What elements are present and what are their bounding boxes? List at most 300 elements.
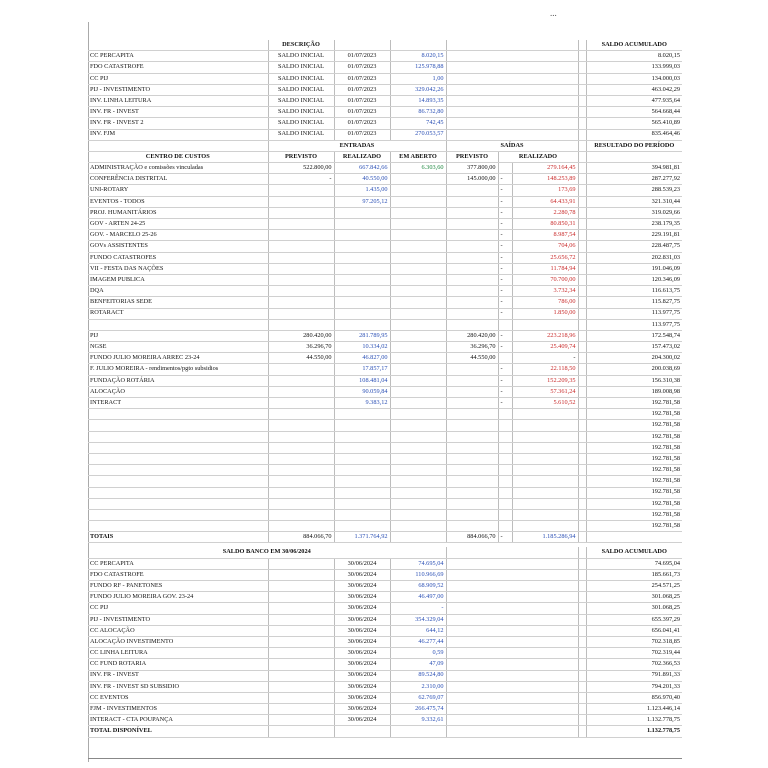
bank-date-cell: 30/06/2024 bbox=[334, 581, 390, 592]
resultado-cell: 321.310,44 bbox=[586, 196, 682, 207]
entradas-realizado-cell: 108.481,04 bbox=[334, 375, 390, 386]
saidas-realizado-cell bbox=[512, 319, 578, 330]
blank-cell bbox=[578, 51, 586, 62]
resultado-cell: 156.310,38 bbox=[586, 375, 682, 386]
blank-cell bbox=[578, 547, 586, 558]
cost-center-row bbox=[88, 230, 682, 241]
entradas-realizado-cell: 9.383,12 bbox=[334, 398, 390, 409]
saidas-previsto-cell: 377.800,00 bbox=[446, 163, 498, 174]
blank-cell bbox=[446, 51, 578, 62]
blank-cell bbox=[446, 726, 578, 737]
blank-cell bbox=[578, 648, 586, 659]
resultado-cell: 157.473,02 bbox=[586, 342, 682, 353]
resultado-cell: 192.781,58 bbox=[586, 420, 682, 431]
blank-cell bbox=[578, 252, 586, 263]
blank-cell bbox=[88, 487, 268, 498]
blank-cell bbox=[578, 73, 586, 84]
em-aberto-cell bbox=[390, 308, 446, 319]
saidas-dash-cell: - bbox=[498, 330, 512, 341]
bank-date-cell: 30/06/2024 bbox=[334, 681, 390, 692]
blank-cell bbox=[498, 509, 512, 520]
entradas-previsto-cell: 522.800,00 bbox=[268, 163, 334, 174]
em-aberto-cell bbox=[390, 252, 446, 263]
cost-center-row bbox=[88, 297, 682, 308]
saidas-realizado-cell: 64.433,91 bbox=[512, 196, 578, 207]
bank-account-name: FUNDO JULIO MOREIRA GOV. 23-24 bbox=[88, 592, 268, 603]
blank-cell bbox=[578, 263, 586, 274]
blank-cell bbox=[268, 715, 334, 726]
saidas-realizado-cell: 152.209,35 bbox=[512, 375, 578, 386]
cropped-header-text: ... bbox=[550, 8, 557, 18]
blank-cell bbox=[446, 581, 578, 592]
saidas-dash-cell: - bbox=[498, 375, 512, 386]
initial-balance-row bbox=[88, 73, 682, 84]
blank-cell bbox=[268, 625, 334, 636]
resultado-cell: 192.781,58 bbox=[586, 453, 682, 464]
resultado-cell: 192.781,58 bbox=[586, 476, 682, 487]
entradas-previsto-cell bbox=[268, 274, 334, 285]
bank-balance-row bbox=[88, 681, 682, 692]
bank-value-cell: 47,09 bbox=[390, 659, 446, 670]
saidas-previsto-header: PREVISTO bbox=[446, 151, 498, 162]
blank-cell bbox=[268, 636, 334, 647]
resultado-cell: 192.781,58 bbox=[586, 487, 682, 498]
blank-cell bbox=[578, 704, 586, 715]
blank-cell bbox=[498, 521, 512, 532]
bank-balance-row bbox=[88, 603, 682, 614]
bank-value-cell: 644,12 bbox=[390, 625, 446, 636]
bank-account-name: ALOCAÇÃO INVESTIMENTO bbox=[88, 636, 268, 647]
empty-cost-center-row bbox=[88, 409, 682, 420]
em-aberto-cell bbox=[390, 353, 446, 364]
saidas-realizado-cell: 5.610,52 bbox=[512, 398, 578, 409]
blank-cell bbox=[578, 442, 586, 453]
bank-account-name: FDO CATASTROFE bbox=[88, 569, 268, 580]
account-name: FDO CATASTROFE bbox=[88, 62, 268, 73]
blank-cell bbox=[268, 509, 334, 520]
blank-cell bbox=[334, 726, 390, 737]
entradas-previsto-cell bbox=[268, 252, 334, 263]
saldo-acumulado-header: SALDO ACUMULADO bbox=[586, 40, 682, 51]
em-aberto-cell bbox=[390, 263, 446, 274]
description-cell: SALDO INICIAL bbox=[268, 129, 334, 140]
bank-balance-row bbox=[88, 625, 682, 636]
description-cell: SALDO INICIAL bbox=[268, 62, 334, 73]
blank-cell bbox=[578, 386, 586, 397]
saidas-dash-cell bbox=[498, 353, 512, 364]
em-aberto-cell bbox=[390, 174, 446, 185]
initial-balance-row bbox=[88, 95, 682, 106]
bank-account-name: CC PIJ bbox=[88, 603, 268, 614]
cost-center-name: FUNDO JULIO MOREIRA ARREC 23-24 bbox=[88, 353, 268, 364]
cost-center-row bbox=[88, 308, 682, 319]
bank-date-cell: 30/06/2024 bbox=[334, 603, 390, 614]
blank-cell bbox=[578, 207, 586, 218]
blank-cell bbox=[268, 431, 334, 442]
blank-cell bbox=[446, 509, 498, 520]
bank-balance-row bbox=[88, 569, 682, 580]
saidas-dash-cell: - bbox=[498, 219, 512, 230]
movement-header-row-1 bbox=[88, 140, 682, 151]
blank-cell bbox=[578, 375, 586, 386]
blank-cell bbox=[578, 532, 586, 543]
entradas-realizado-cell: 17.857,17 bbox=[334, 364, 390, 375]
resultado-cell: 238.179,35 bbox=[586, 219, 682, 230]
blank-cell bbox=[446, 636, 578, 647]
initial-balance-row bbox=[88, 129, 682, 140]
resultado-header: RESULTADO DO PERÍODO bbox=[586, 140, 682, 151]
entradas-previsto-cell bbox=[268, 263, 334, 274]
saidas-realizado-cell: 57.361,24 bbox=[512, 386, 578, 397]
entradas-realizado-header: REALIZADO bbox=[334, 151, 390, 162]
date-cell: 01/07/2023 bbox=[334, 84, 390, 95]
cost-center-name: BENFEITORIAS SEDE bbox=[88, 297, 268, 308]
account-name: INV. FR - INVEST 2 bbox=[88, 118, 268, 129]
blank-cell bbox=[334, 509, 390, 520]
blank-cell bbox=[578, 40, 586, 51]
cost-center-name: FUNDAÇÃO ROTÁRIA bbox=[88, 375, 268, 386]
blank-cell bbox=[578, 140, 586, 151]
bank-value-cell: 46.277,44 bbox=[390, 636, 446, 647]
bank-date-cell: 30/06/2024 bbox=[334, 715, 390, 726]
blank-cell bbox=[446, 40, 578, 51]
saidas-header: SAÍDAS bbox=[446, 140, 578, 151]
bank-date-cell: 30/06/2024 bbox=[334, 569, 390, 580]
value-cell: 125.978,88 bbox=[390, 62, 446, 73]
entradas-previsto-cell bbox=[268, 241, 334, 252]
blank-cell bbox=[446, 453, 498, 464]
saidas-previsto-cell bbox=[446, 219, 498, 230]
blank-cell bbox=[512, 420, 578, 431]
cost-center-row bbox=[88, 286, 682, 297]
bank-value-cell: 266.475,74 bbox=[390, 704, 446, 715]
blank-cell bbox=[512, 521, 578, 532]
description-cell: SALDO INICIAL bbox=[268, 84, 334, 95]
blank-cell bbox=[446, 704, 578, 715]
blank-cell bbox=[268, 442, 334, 453]
resultado-cell: 192.781,58 bbox=[586, 465, 682, 476]
em-aberto-cell bbox=[390, 219, 446, 230]
cost-center-row bbox=[88, 375, 682, 386]
saldo-cell: 133.999,03 bbox=[586, 62, 682, 73]
bank-balance-row bbox=[88, 581, 682, 592]
resultado-cell: 113.977,75 bbox=[586, 308, 682, 319]
blank-cell bbox=[446, 648, 578, 659]
saidas-previsto-cell bbox=[446, 263, 498, 274]
blank-cell bbox=[390, 420, 446, 431]
blank-cell bbox=[390, 409, 446, 420]
entradas-realizado-cell: 90.059,84 bbox=[334, 386, 390, 397]
empty-cost-center-row bbox=[88, 476, 682, 487]
saidas-realizado-cell: 786,00 bbox=[512, 297, 578, 308]
resultado-cell: 192.781,58 bbox=[586, 498, 682, 509]
saidas-dash-cell: - bbox=[498, 174, 512, 185]
entradas-previsto-cell bbox=[268, 185, 334, 196]
saidas-previsto-cell: 280.420,00 bbox=[446, 330, 498, 341]
blank-cell bbox=[512, 431, 578, 442]
bank-value-cell: 110.966,69 bbox=[390, 569, 446, 580]
blank-cell bbox=[446, 569, 578, 580]
blank-cell bbox=[578, 353, 586, 364]
blank-cell bbox=[446, 62, 578, 73]
bank-value-cell: 68.909,52 bbox=[390, 581, 446, 592]
entradas-previsto-cell bbox=[268, 364, 334, 375]
entradas-previsto-cell: 280.420,00 bbox=[268, 330, 334, 341]
blank-cell bbox=[390, 476, 446, 487]
bank-saldo-cell: 856.970,40 bbox=[586, 692, 682, 703]
bank-balance-row bbox=[88, 659, 682, 670]
bank-saldo-cell: 794.201,33 bbox=[586, 681, 682, 692]
empty-cost-center-row bbox=[88, 487, 682, 498]
entradas-previsto-header: PREVISTO bbox=[268, 151, 334, 162]
resultado-cell: 192.781,58 bbox=[586, 442, 682, 453]
blank-cell bbox=[578, 174, 586, 185]
resultado-cell: 228.487,75 bbox=[586, 241, 682, 252]
cost-center-name: ALOCAÇÃO bbox=[88, 386, 268, 397]
em-aberto-cell bbox=[390, 274, 446, 285]
blank-cell bbox=[390, 726, 446, 737]
blank-cell bbox=[446, 442, 498, 453]
saidas-previsto-cell bbox=[446, 274, 498, 285]
blank-cell bbox=[498, 431, 512, 442]
blank-cell bbox=[446, 476, 498, 487]
totals-saidas-realizado: 1.185.286,94 bbox=[512, 532, 578, 543]
bank-balance-row bbox=[88, 670, 682, 681]
blank-cell bbox=[512, 498, 578, 509]
blank-cell bbox=[578, 107, 586, 118]
blank-cell bbox=[88, 498, 268, 509]
blank-cell bbox=[268, 558, 334, 569]
resultado-cell: 116.613,75 bbox=[586, 286, 682, 297]
cost-center-row bbox=[88, 274, 682, 285]
date-cell: 01/07/2023 bbox=[334, 118, 390, 129]
bank-saldo-cell: 791.891,33 bbox=[586, 670, 682, 681]
entradas-realizado-cell: 46.827,00 bbox=[334, 353, 390, 364]
blank-cell bbox=[268, 592, 334, 603]
date-cell: 01/07/2023 bbox=[334, 107, 390, 118]
blank-cell bbox=[578, 498, 586, 509]
value-cell: 8.020,15 bbox=[390, 51, 446, 62]
resultado-cell: 192.781,58 bbox=[586, 409, 682, 420]
movement-header-row-2 bbox=[88, 151, 682, 162]
blank-cell bbox=[578, 241, 586, 252]
blank-cell bbox=[446, 420, 498, 431]
blank-cell bbox=[268, 420, 334, 431]
blank-cell bbox=[578, 431, 586, 442]
bank-date-cell: 30/06/2024 bbox=[334, 614, 390, 625]
blank-cell bbox=[578, 330, 586, 341]
cost-center-row bbox=[88, 342, 682, 353]
entradas-realizado-cell: 10.334,02 bbox=[334, 342, 390, 353]
value-cell: 14.893,35 bbox=[390, 95, 446, 106]
blank-cell bbox=[512, 509, 578, 520]
blank-cell bbox=[578, 659, 586, 670]
saidas-realizado-cell: 25.656,72 bbox=[512, 252, 578, 263]
resultado-cell: 172.548,74 bbox=[586, 330, 682, 341]
entradas-previsto-cell bbox=[268, 286, 334, 297]
date-cell: 01/07/2023 bbox=[334, 95, 390, 106]
entradas-realizado-cell: 40.550,00 bbox=[334, 174, 390, 185]
saidas-previsto-cell: 145.000,00 bbox=[446, 174, 498, 185]
bank-account-name: FUNDO RF - PANETONES bbox=[88, 581, 268, 592]
bank-value-cell: 89.524,80 bbox=[390, 670, 446, 681]
bank-account-name: CC EVENTOS bbox=[88, 692, 268, 703]
bank-value-cell: - bbox=[390, 603, 446, 614]
bank-account-name: INV. FR - INVEST SD SUBSIDIO bbox=[88, 681, 268, 692]
blank-cell bbox=[578, 681, 586, 692]
resultado-cell: 120.346,09 bbox=[586, 274, 682, 285]
resultado-cell: 189.008,98 bbox=[586, 386, 682, 397]
saidas-dash-cell: - bbox=[498, 274, 512, 285]
cost-center-name: EVENTOS - TODOS bbox=[88, 196, 268, 207]
bank-balance-row bbox=[88, 704, 682, 715]
entradas-realizado-cell bbox=[334, 286, 390, 297]
cost-center-row bbox=[88, 319, 682, 330]
totals-saidas-previsto: 884.066,70 bbox=[446, 532, 498, 543]
em-aberto-cell bbox=[390, 241, 446, 252]
bank-date-cell: 30/06/2024 bbox=[334, 648, 390, 659]
bank-account-name: CC LINHA LEITURA bbox=[88, 648, 268, 659]
blank-cell bbox=[578, 219, 586, 230]
blank-cell bbox=[578, 509, 586, 520]
blank-cell bbox=[88, 442, 268, 453]
blank-cell bbox=[498, 476, 512, 487]
bank-balance-row bbox=[88, 558, 682, 569]
bank-saldo-cell: 702.319,44 bbox=[586, 648, 682, 659]
blank-cell bbox=[578, 636, 586, 647]
account-name: CC PIJ bbox=[88, 73, 268, 84]
totals-row bbox=[88, 532, 682, 543]
empty-cost-center-row bbox=[88, 509, 682, 520]
entradas-realizado-cell: 667.842,66 bbox=[334, 163, 390, 174]
empty-cost-center-row bbox=[88, 420, 682, 431]
value-cell: 329.042,26 bbox=[390, 84, 446, 95]
entradas-previsto-cell bbox=[268, 297, 334, 308]
account-name: CC PERCAPITA bbox=[88, 51, 268, 62]
entradas-realizado-cell bbox=[334, 252, 390, 263]
blank-cell bbox=[268, 648, 334, 659]
blank-cell bbox=[390, 487, 446, 498]
bank-header-row bbox=[88, 547, 682, 558]
blank-cell bbox=[512, 476, 578, 487]
entradas-realizado-cell bbox=[334, 274, 390, 285]
bank-saldo-cell: 656.041,41 bbox=[586, 625, 682, 636]
blank-cell bbox=[578, 319, 586, 330]
bank-saldo-cell: 1.123.446,14 bbox=[586, 704, 682, 715]
resultado-cell: 200.038,69 bbox=[586, 364, 682, 375]
blank-cell bbox=[578, 453, 586, 464]
saldo-cell: 564.668,44 bbox=[586, 107, 682, 118]
entradas-previsto-cell bbox=[268, 196, 334, 207]
blank-cell bbox=[446, 692, 578, 703]
blank-cell bbox=[446, 659, 578, 670]
blank-cell bbox=[578, 614, 586, 625]
entradas-header: ENTRADAS bbox=[268, 140, 446, 151]
bank-account-name: PIJ - INVESTIMENTO bbox=[88, 614, 268, 625]
entradas-previsto-cell bbox=[268, 308, 334, 319]
saidas-previsto-cell bbox=[446, 319, 498, 330]
bank-account-name: CC PERCAPITA bbox=[88, 558, 268, 569]
bank-date-cell: 30/06/2024 bbox=[334, 692, 390, 703]
bank-account-name: INTERACT - CTA POUPANÇA bbox=[88, 715, 268, 726]
blank-cell bbox=[334, 521, 390, 532]
saidas-previsto-cell bbox=[446, 375, 498, 386]
blank-cell bbox=[88, 476, 268, 487]
bank-balance-row bbox=[88, 648, 682, 659]
cost-center-name: ROTARACT bbox=[88, 308, 268, 319]
em-aberto-cell bbox=[390, 196, 446, 207]
resultado-cell: 113.977,75 bbox=[586, 319, 682, 330]
blank-cell bbox=[390, 498, 446, 509]
saidas-previsto-cell bbox=[446, 297, 498, 308]
description-cell: SALDO INICIAL bbox=[268, 95, 334, 106]
saidas-realizado-cell: 11.784,94 bbox=[512, 263, 578, 274]
bank-date-cell: 30/06/2024 bbox=[334, 558, 390, 569]
entradas-realizado-cell: 1.435,00 bbox=[334, 185, 390, 196]
blank-cell bbox=[498, 420, 512, 431]
bank-date-cell: 30/06/2024 bbox=[334, 636, 390, 647]
blank-cell bbox=[268, 409, 334, 420]
saldo-cell: 8.020,15 bbox=[586, 51, 682, 62]
cost-center-row bbox=[88, 353, 682, 364]
entradas-realizado-cell bbox=[334, 263, 390, 274]
account-name: PIJ - INVESTIMENTO bbox=[88, 84, 268, 95]
cost-center-row bbox=[88, 185, 682, 196]
entradas-previsto-cell bbox=[268, 386, 334, 397]
em-aberto-cell bbox=[390, 330, 446, 341]
blank-cell bbox=[578, 129, 586, 140]
blank-cell bbox=[578, 151, 586, 162]
bank-saldo-cell: 655.397,29 bbox=[586, 614, 682, 625]
saidas-realizado-cell: 25.409,74 bbox=[512, 342, 578, 353]
blank-cell bbox=[446, 129, 578, 140]
blank-cell bbox=[446, 715, 578, 726]
empty-cost-center-row bbox=[88, 465, 682, 476]
blank-cell bbox=[578, 84, 586, 95]
em-aberto-cell bbox=[390, 342, 446, 353]
page-bottom-border bbox=[88, 758, 682, 759]
saidas-dash-cell: - bbox=[498, 196, 512, 207]
blank-cell bbox=[578, 230, 586, 241]
saidas-dash-cell: - bbox=[498, 386, 512, 397]
blank-cell bbox=[446, 592, 578, 603]
blank-cell bbox=[334, 40, 390, 51]
blank-cell bbox=[578, 476, 586, 487]
blank-cell bbox=[334, 487, 390, 498]
saidas-previsto-cell bbox=[446, 398, 498, 409]
blank-cell bbox=[578, 185, 586, 196]
entradas-realizado-cell bbox=[334, 230, 390, 241]
entradas-previsto-cell: 44.550,00 bbox=[268, 353, 334, 364]
saidas-realizado-cell: 223.218,96 bbox=[512, 330, 578, 341]
entradas-previsto-cell bbox=[268, 207, 334, 218]
blank-cell bbox=[268, 476, 334, 487]
entradas-previsto-cell: 36.296,70 bbox=[268, 342, 334, 353]
description-cell: SALDO INICIAL bbox=[268, 118, 334, 129]
blank-cell bbox=[586, 151, 682, 162]
blank-cell bbox=[446, 681, 578, 692]
account-name: INV. LINHA LEITURA bbox=[88, 95, 268, 106]
bank-balance-row bbox=[88, 592, 682, 603]
blank-cell bbox=[446, 107, 578, 118]
em-aberto-cell bbox=[390, 207, 446, 218]
descricao-header: DESCRIÇÃO bbox=[268, 40, 334, 51]
cost-center-name: UNI-ROTARY bbox=[88, 185, 268, 196]
saidas-dash-cell: - bbox=[498, 207, 512, 218]
blank-cell bbox=[446, 670, 578, 681]
blank-cell bbox=[390, 465, 446, 476]
saldo-cell: 835.464,46 bbox=[586, 129, 682, 140]
